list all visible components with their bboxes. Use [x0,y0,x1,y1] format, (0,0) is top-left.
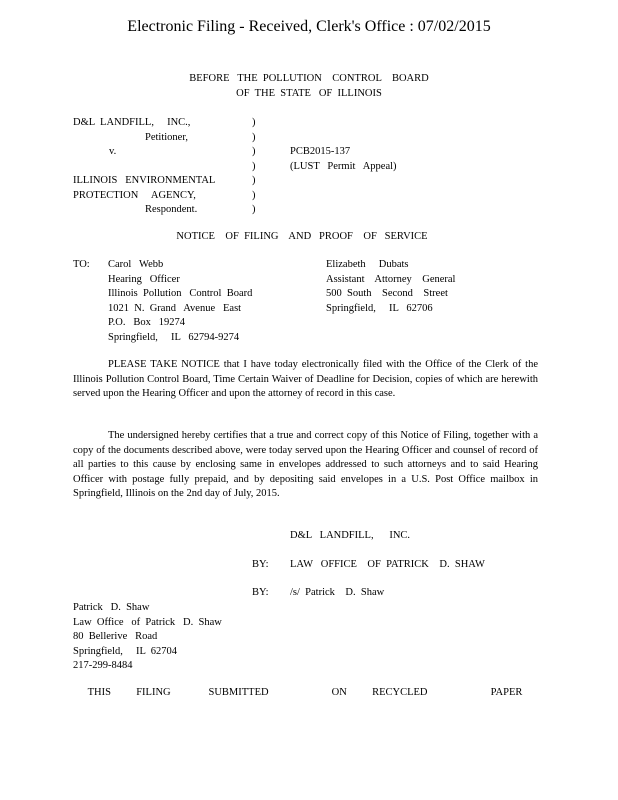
attorney-contact [73,601,222,674]
contact-line: Springfield, IL 62704 [73,645,178,657]
recycled-paper-footer: THIS FILING SUBMITTED ON RECYCLED PAPER [87,687,523,698]
bracket: ) [252,175,256,186]
notice-title: NOTICE OF FILING AND PROOF OF SERVICE [176,231,428,242]
recipient-line: 1021 N. Grand Avenue East [108,302,242,314]
recipient-line: Illinois Pollution Control Board [108,288,253,299]
certification-paragraph: The undersigned hereby certifies that a true and correct copy of this Notice of Filing, together with a copy of the documents described above, were today served upon the Hearing Officer and counsel of record of all parties to this cause by enclosing same in envelopes addressed to such attorneys and to said Hearing Officer with postage fully prepaid, and by depositing said envelopes in a U.S. Post Office mailbox in Springfield, Illinois on the 2nd day of July, 2015. [73,430,538,499]
petitioner-name: D&L LANDFILL, INC., [73,117,191,128]
contact-line: Law Office of Patrick D. Shaw [73,616,222,628]
recipient-line: Springfield, IL 62794-9274 [108,331,240,343]
bracket: ) [252,204,256,215]
contact-line: 217-299-8484 [73,660,133,671]
recipient-line: Carol Webb [108,259,164,270]
recipient-hearing-officer [108,258,252,345]
recipient-attorney-general [326,258,455,316]
bracket: ) [252,146,256,157]
bracket: ) [252,160,256,172]
recipient-line: 500 South Second Street [326,288,448,299]
case-type: (LUST Permit Appeal) [290,160,397,172]
respondent-name-line-1: ILLINOIS ENVIRONMENTAL [73,175,216,186]
board-title-line-1: BEFORE THE POLLUTION CONTROL BOARD [189,73,429,84]
bracket: ) [252,117,256,128]
electronic-filing-header: Electronic Filing - Received, Clerk's Office : 07/02/2015 [127,18,491,35]
board-title [0,72,618,101]
bracket: ) [252,131,256,143]
board-title-line-2: OF THE STATE OF ILLINOIS [236,87,382,99]
recipient-line: P.O. Box 19274 [108,317,186,328]
electronic-signature: /s/ Patrick D. Shaw [290,587,385,598]
petitioner-role: Petitioner, [145,131,189,143]
case-caption [73,116,215,218]
recipient-line: Springfield, IL 62706 [326,302,433,314]
to-label: TO: [73,259,90,270]
by-label: BY: [252,559,269,570]
signature-firm: D&L LANDFILL, INC. [290,530,411,541]
notice-paragraph: PLEASE TAKE NOTICE that I have today electronically filed with the Office of the Clerk of the Illinois Pollution Control Board, Time Certain Waiver of Deadline for Decision, copies of which are herewith served upon the Hearing Officer and upon the attorney of record in this case. [73,359,538,399]
signature-law-office: LAW OFFICE OF PATRICK D. SHAW [290,559,485,570]
bracket: ) [252,189,256,201]
contact-line: 80 Bellerive Road [73,631,158,642]
respondent-role: Respondent. [145,204,198,215]
case-number: PCB2015-137 [290,146,351,157]
versus-label: v. [109,146,117,157]
contact-line: Patrick D. Shaw [73,602,150,613]
caption-brackets [252,116,256,218]
recipient-line: Assistant Attorney General [326,273,456,285]
case-info [290,145,397,174]
recipient-line: Elizabeth Dubats [326,259,409,270]
respondent-name-line-2: PROTECTION AGENCY, [73,189,196,201]
recipient-line: Hearing Officer [108,273,180,285]
by-label: BY: [252,587,269,598]
